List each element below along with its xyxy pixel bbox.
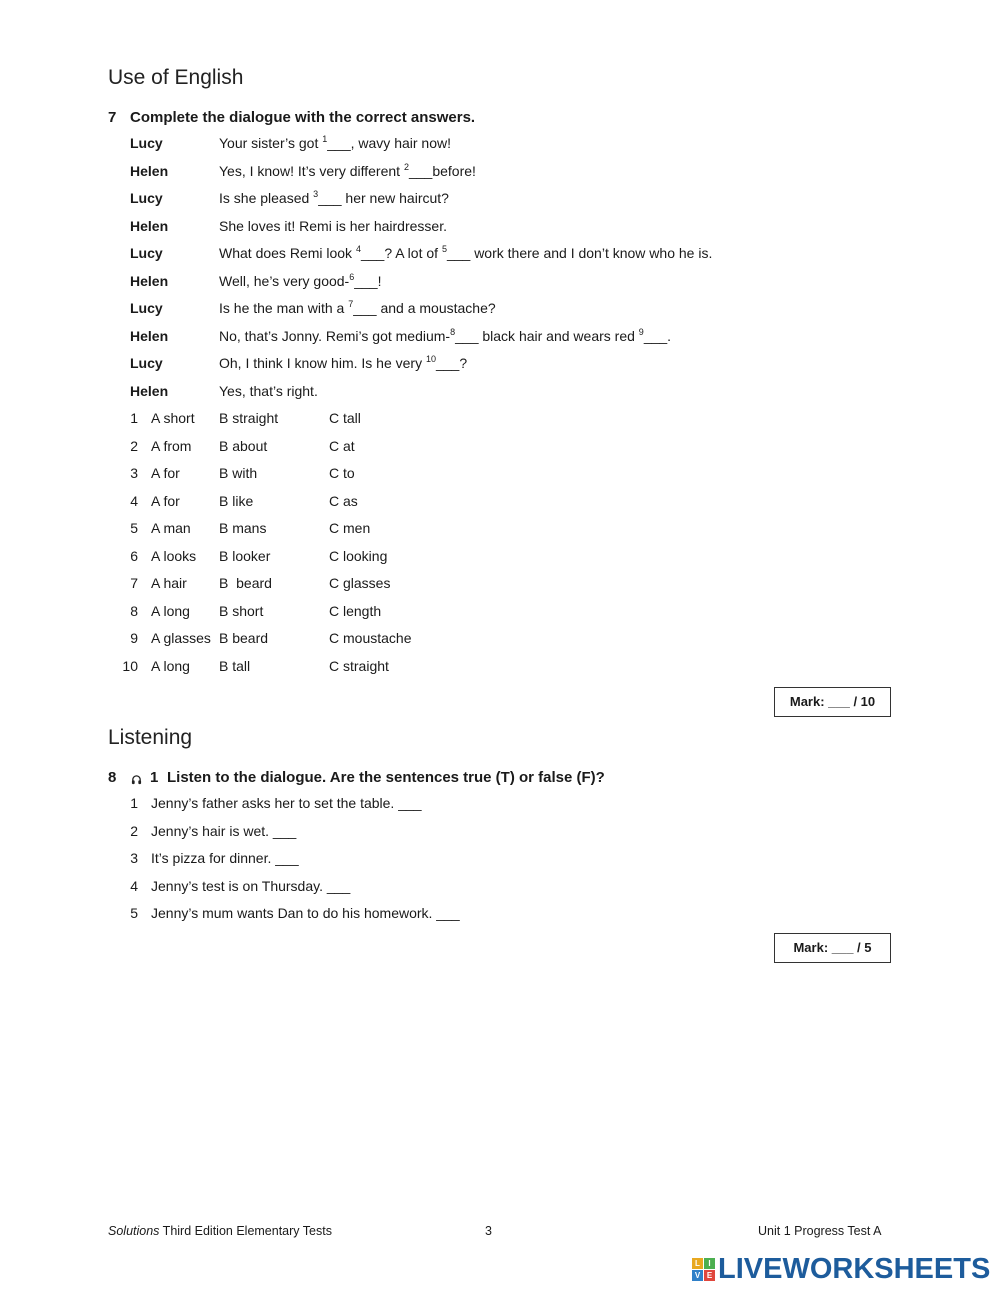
option-a: A from [151, 437, 192, 454]
liveworksheets-logo-icon [692, 1258, 715, 1281]
option-c: C as [329, 492, 358, 509]
option-c: C at [329, 437, 355, 454]
mark-box-task-7: Mark: ___ / 10 [774, 687, 891, 717]
gap-number: 2 [403, 161, 409, 172]
option-a: A for [151, 465, 180, 481]
option-number: 3 [130, 465, 138, 481]
logo-tile: E [704, 1270, 715, 1281]
footer-book-italic: Solutions [108, 1224, 160, 1238]
logo-tile: V [692, 1270, 703, 1281]
dialogue-text: ___? [435, 355, 468, 371]
statement-number: 5 [130, 905, 138, 921]
logo-tile: I [704, 1258, 715, 1269]
option-b: B beard [219, 575, 272, 591]
option-c: C glasses [329, 575, 391, 591]
option-a: A long [151, 657, 190, 674]
option-a: A looks [151, 547, 197, 564]
brand-name: LIVEWORKSHEETS [718, 1252, 991, 1285]
footer-page-number: 3 [485, 1224, 492, 1238]
mark-box-task-8: Mark: ___ / 5 [774, 933, 891, 963]
dialogue-text: ___ work there and I don’t know who he is. [446, 245, 713, 261]
gap-number: 4 [355, 244, 361, 254]
statement-text: Jenny’s test is on Thursday. ___ [151, 877, 351, 894]
option-number: 5 [130, 520, 138, 536]
option-c: C moustache [329, 630, 412, 646]
liveworksheets-brand [692, 1254, 990, 1284]
dialogue-text: She loves it! Remi is her hairdresser. [219, 217, 447, 234]
gap-number: 6 [349, 271, 355, 282]
option-number: 9 [130, 630, 138, 646]
statement-number: 3 [130, 850, 138, 866]
option-b: B straight [219, 410, 279, 426]
dialogue-text: Is she pleased [219, 190, 314, 206]
dialogue-line [219, 383, 318, 399]
option-c: C men [329, 520, 371, 536]
option-number: 6 [130, 547, 138, 564]
dialogue-line [219, 328, 671, 344]
dialogue-text: Well, he’s very good- [219, 272, 350, 289]
dialogue-text: Yes, that’s right. [219, 382, 318, 399]
option-b: B short [219, 602, 264, 619]
dialogue-line [219, 190, 449, 206]
dialogue-text: ___. [643, 327, 672, 344]
statement-number: 2 [130, 822, 138, 839]
option-b: B looker [219, 547, 271, 564]
task-instruction: Listen to the dialogue. Are the sentences true (T) or false (F)? [167, 769, 605, 786]
dialogue-speaker: Lucy [130, 355, 163, 371]
dialogue-text: ___, wavy hair now! [327, 135, 451, 151]
dialogue-speaker: Helen [130, 162, 169, 179]
dialogue-text: ___ black hair and wears red [455, 327, 639, 344]
option-number: 8 [130, 602, 138, 619]
dialogue-speaker: Helen [130, 382, 169, 399]
gap-number: 10 [425, 354, 436, 364]
statement-text: Jenny’s mum wants Dan to do his homework. ___ [151, 905, 460, 921]
section-title-use-of-english: Use of English [108, 66, 244, 89]
option-number: 4 [130, 492, 138, 509]
gap-number: 1 [322, 134, 328, 144]
statement-text: Jenny’s father asks her to set the table. ___ [151, 795, 422, 811]
dialogue-line [219, 273, 381, 289]
gap-number: 7 [348, 299, 354, 309]
task-number: 8 [108, 769, 117, 786]
option-c: C looking [329, 547, 388, 564]
statement-number: 1 [130, 795, 138, 811]
option-c: C length [329, 602, 382, 619]
option-a: A hair [151, 575, 187, 591]
statement-number: 4 [130, 877, 138, 894]
statement-text: Jenny’s hair is wet. ___ [151, 822, 297, 839]
option-number: 2 [130, 437, 138, 454]
option-b: B beard [219, 630, 269, 646]
dialogue-text: ___before! [408, 162, 476, 179]
task-instruction: Complete the dialogue with the correct answers. [130, 109, 476, 126]
dialogue-line [219, 355, 467, 371]
option-c: C tall [329, 410, 361, 426]
dialogue-speaker: Lucy [130, 190, 163, 206]
option-a: A man [151, 520, 191, 536]
footer-book-title [108, 1224, 332, 1238]
dialogue-text: ___? A lot of [360, 245, 442, 261]
option-number: 7 [130, 575, 138, 591]
dialogue-speaker: Helen [130, 272, 169, 289]
track-number: 1 [150, 769, 159, 786]
dialogue-line [219, 300, 496, 316]
dialogue-speaker: Lucy [130, 300, 163, 316]
dialogue-text: Your sister’s got [219, 135, 323, 151]
footer-unit: Unit 1 Progress Test A [758, 1224, 882, 1238]
dialogue-line [219, 218, 447, 234]
dialogue-speaker: Helen [130, 217, 169, 234]
dialogue-text: What does Remi look [219, 245, 356, 261]
dialogue-line [219, 245, 712, 261]
dialogue-text: Yes, I know! It’s very different [219, 162, 404, 179]
dialogue-speaker: Lucy [130, 135, 163, 151]
option-b: B about [219, 437, 268, 454]
option-number: 10 [122, 657, 138, 674]
dialogue-text: ___! [354, 272, 382, 289]
option-b: B with [219, 465, 258, 481]
dialogue-line [219, 135, 451, 151]
section-title-listening: Listening [108, 726, 193, 749]
option-a: A for [151, 492, 180, 509]
option-number: 1 [130, 410, 138, 426]
option-a: A long [151, 602, 190, 619]
task-number: 7 [108, 109, 117, 126]
option-a: A short [151, 410, 195, 426]
dialogue-text: Oh, I think I know him. Is he very [219, 355, 426, 371]
dialogue-text: ___ and a moustache? [353, 300, 496, 316]
headphones-icon [131, 772, 142, 789]
dialogue-speaker: Lucy [130, 245, 163, 261]
gap-number: 5 [441, 244, 447, 254]
gap-number: 9 [638, 326, 644, 337]
dialogue-speaker: Helen [130, 327, 169, 344]
logo-tile: L [692, 1258, 703, 1269]
option-b: B tall [219, 657, 251, 674]
dialogue-line [219, 163, 476, 179]
dialogue-text: No, that’s Jonny. Remi’s got medium- [219, 327, 451, 344]
statement-text: It’s pizza for dinner. ___ [151, 850, 299, 866]
dialogue-text: ___ her new haircut? [318, 190, 449, 206]
dialogue-text: Is he the man with a [219, 300, 349, 316]
option-b: B mans [219, 520, 267, 536]
option-b: B like [219, 492, 254, 509]
footer-book-rest: Third Edition Elementary Tests [159, 1224, 332, 1238]
option-c: C to [329, 465, 355, 481]
option-c: C straight [329, 657, 389, 674]
gap-number: 3 [313, 189, 319, 199]
gap-number: 8 [450, 326, 456, 337]
option-a: A glasses [151, 630, 211, 646]
